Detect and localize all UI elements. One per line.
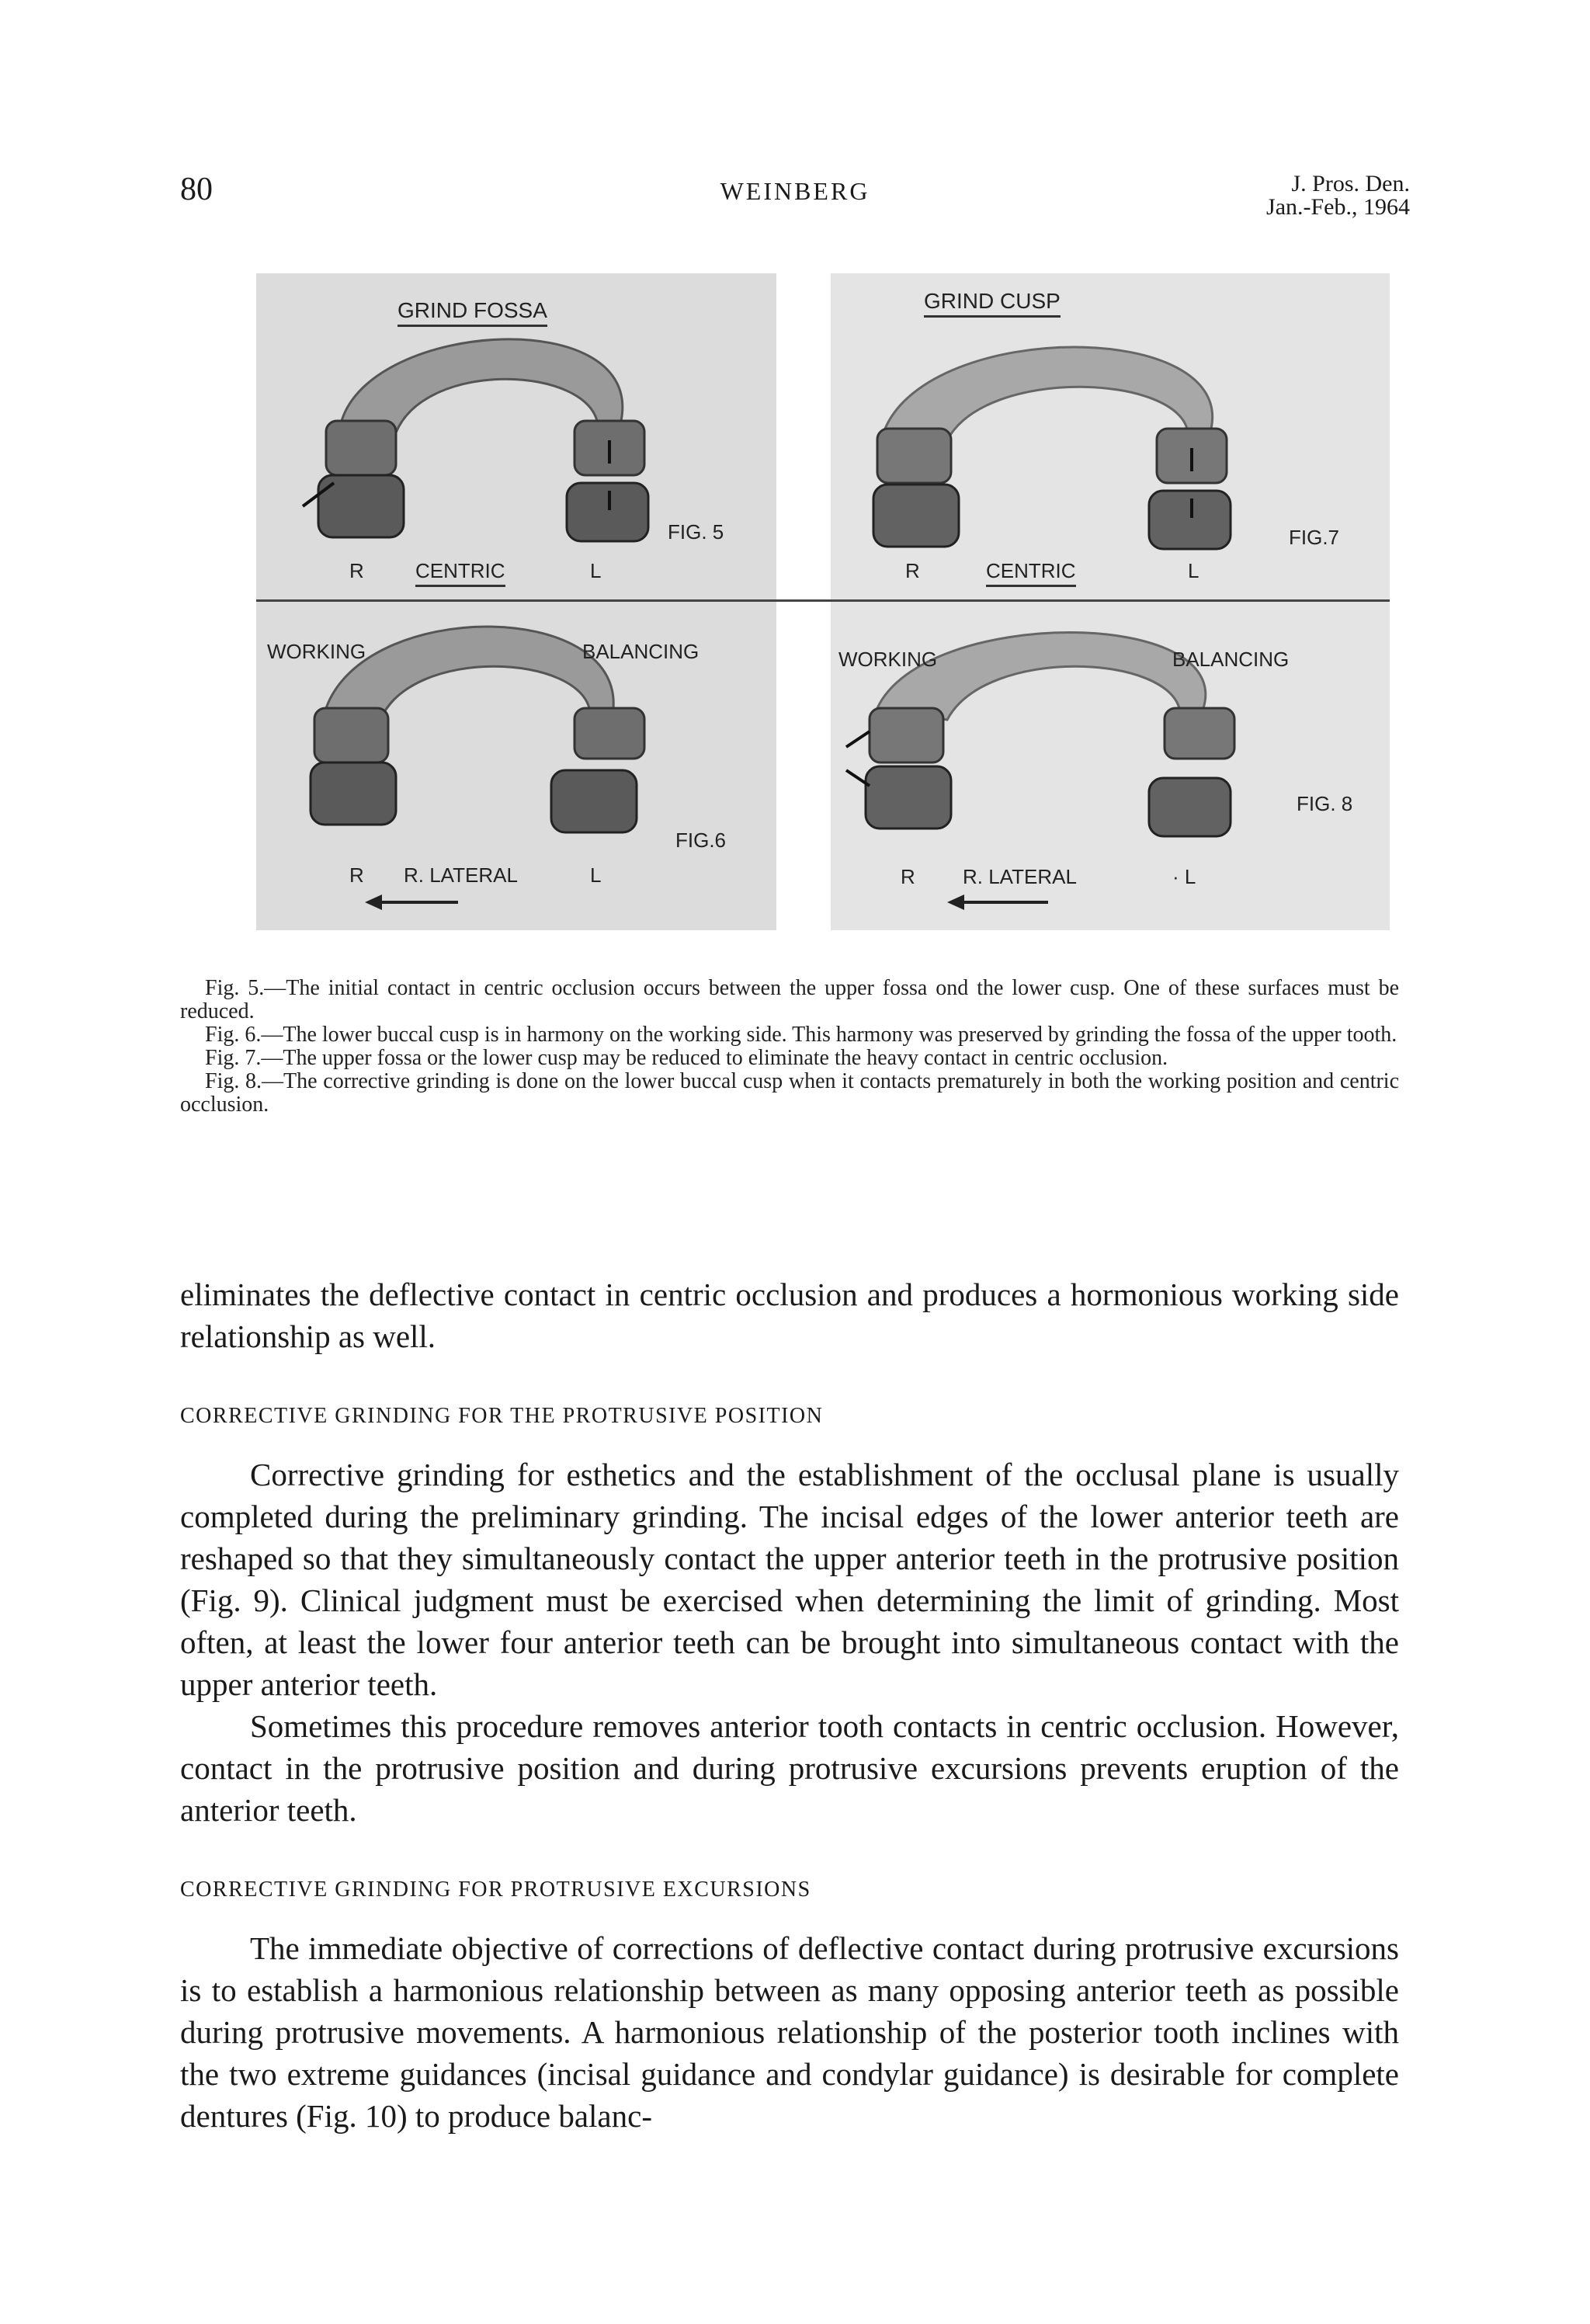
fig6-right-side: R: [349, 863, 364, 887]
caption-fig6: Fig. 6.—The lower buccal cusp is in harmony on the working side. This harmony was preserved by grinding the fossa of the upper tooth.: [205, 1023, 1397, 1047]
fig6-working: WORKING: [267, 640, 366, 663]
fig7-title: GRIND CUSP: [924, 289, 1061, 318]
fig7-label: FIG.7: [1289, 526, 1340, 549]
fig5-right-side: R: [349, 559, 364, 582]
fig8-label: FIG. 8: [1297, 792, 1353, 815]
journal-name: J. Pros. Den.: [1291, 171, 1410, 196]
figure-divider: [256, 599, 1390, 602]
paragraph-anterior-contacts: Sometimes this procedure removes anterior tooth contacts in centric occlusion. However, contact in the protrusive position and during protrusive excursions prevents eruption of the anterior teeth.: [180, 1708, 1399, 1828]
fig6-balancing: BALANCING: [582, 640, 700, 663]
fig5-label: FIG. 5: [668, 520, 724, 544]
caption-fig5: Fig. 5.—The initial contact in centric occlusion occurs between the upper fossa ond the lower cusp. One of these surfaces must be reduced.: [180, 976, 1399, 1023]
fig8-right-side: R: [901, 865, 915, 888]
fig6-label: FIG.6: [675, 829, 727, 852]
body-paragraph-1: [180, 1273, 1399, 1357]
page-number: 80: [180, 172, 213, 207]
tooth-drawing-right: [831, 273, 1390, 930]
fig6-left-side: L: [590, 863, 602, 887]
fig8-position: R. LATERAL: [963, 865, 1077, 888]
section-protrusive-position-text: [180, 1454, 1399, 1831]
fig7-right-side: R: [905, 559, 920, 582]
figure-panel-left: [256, 273, 776, 930]
figure-panel-right: [831, 273, 1390, 930]
paragraph-esthetics: Corrective grinding for esthetics and the establishment of the occlusal plane is usually completed during the preliminary grinding. The incisal edges of the lower anterior teeth are reshaped so that they simultaneously contact the upper anterior teeth in the protrusive position (Fig. 9). Clinical judgment must be exercised when determining the limit of grinding. Most often, at least the lower four anterior teeth can be brought into simultaneous contact with the upper anterior teeth.: [180, 1457, 1399, 1702]
running-head-author: WEINBERG: [720, 177, 870, 205]
caption-fig8: Fig. 8.—The corrective grinding is done on the lower buccal cusp when it contacts prematurely in both the working position and centric occlusion.: [180, 1069, 1399, 1117]
fig6-position: R. LATERAL: [404, 863, 518, 887]
journal-issue: Jan.-Feb., 1964: [1266, 194, 1410, 220]
section-protrusive-excursions-text: [180, 1927, 1399, 2137]
fig8-left-side: · L: [1172, 865, 1196, 888]
figure-captions: [180, 977, 1399, 1117]
fig7-left-side: L: [1188, 559, 1199, 582]
fig5-left-side: L: [590, 559, 602, 582]
caption-fig7: Fig. 7.—The upper fossa or the lower cusp may be reduced to eliminate the heavy contact in centric occlusion.: [205, 1046, 1168, 1070]
section-heading-protrusive-excursions: CORRECTIVE GRINDING FOR PROTRUSIVE EXCURSIONS: [180, 1878, 811, 1902]
figure-occlusion-diagrams: [256, 273, 1390, 930]
fig8-balancing: BALANCING: [1172, 648, 1290, 671]
paragraph-immediate-objective: The immediate objective of corrections of deflective contact during protrusive excursions is to establish a harmonious relationship between as many opposing anterior teeth as possible during protrusive movements. A harmonious relationship of the posterior tooth inclines with the two extreme guidances (incisal guidance and condylar guidance) is desirable for complete dentures (Fig. 10) to produce balanc-: [180, 1930, 1399, 2134]
fig5-title: GRIND FOSSA: [398, 298, 547, 327]
running-head-journal: [1266, 172, 1410, 219]
section-heading-protrusive-position: CORRECTIVE GRINDING FOR THE PROTRUSIVE POSITION: [180, 1404, 824, 1428]
fig5-position: CENTRIC: [415, 559, 505, 587]
paragraph-continued: eliminates the deflective contact in centric occlusion and produces a hormonious working side relationship as well.: [180, 1277, 1399, 1354]
fig8-working: WORKING: [838, 648, 938, 671]
fig7-position: CENTRIC: [986, 559, 1076, 587]
